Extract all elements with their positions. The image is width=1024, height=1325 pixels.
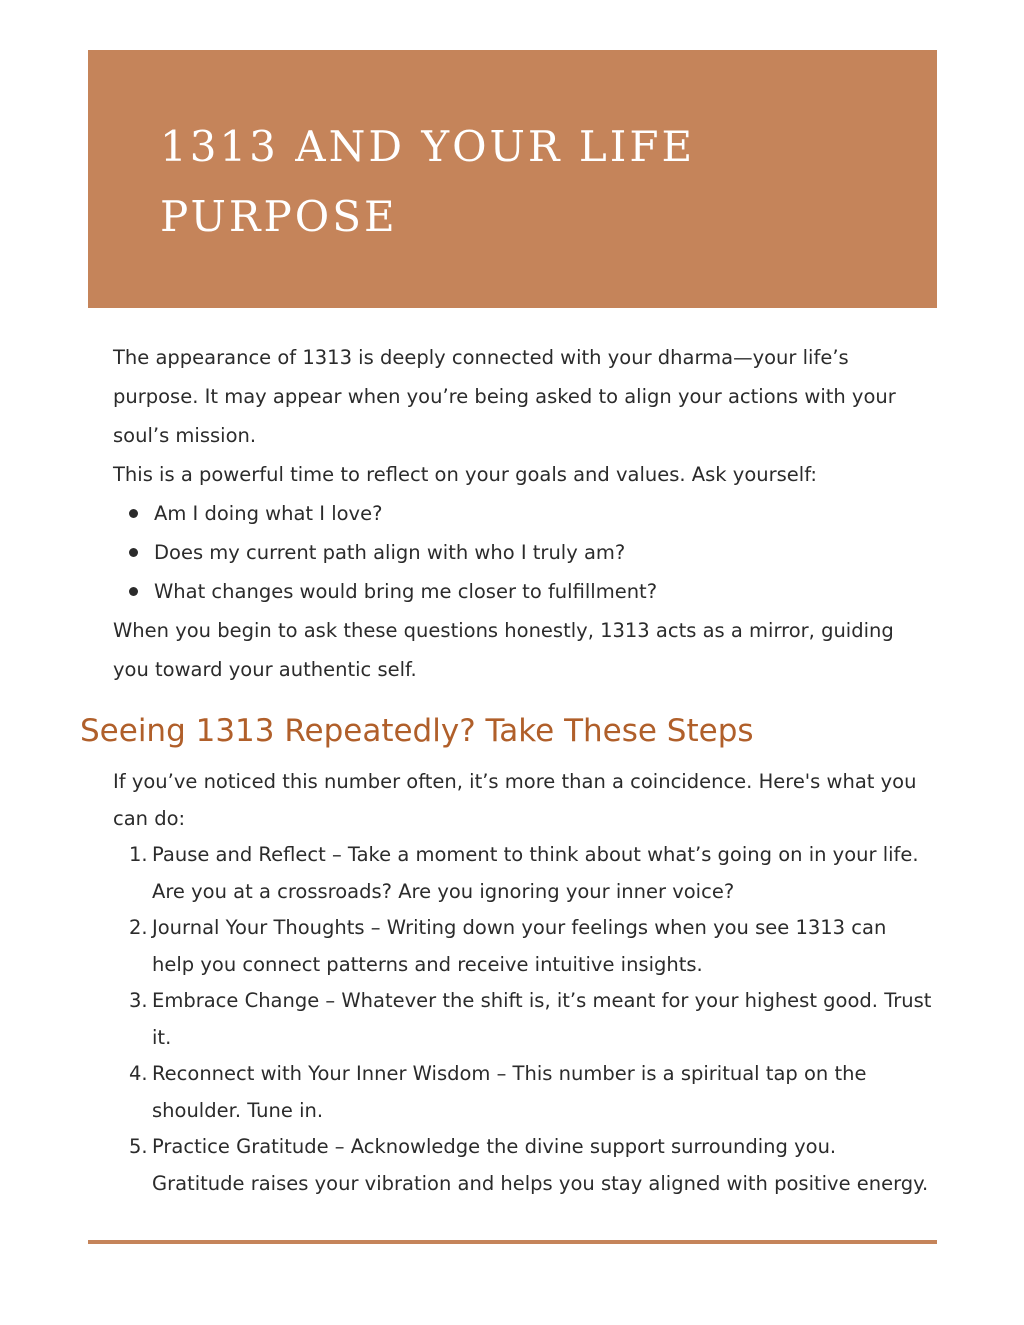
step-number: 4. (129, 1062, 148, 1085)
steps-section (113, 764, 933, 1202)
list-item (113, 910, 933, 983)
title-banner (88, 50, 937, 308)
steps-heading: Seeing 1313 Repeatedly? Take These Steps (80, 713, 754, 749)
list-item (113, 494, 933, 533)
step-number: 1. (129, 843, 148, 866)
list-item (113, 572, 933, 611)
question-text: Does my current path align with who I truly am? (154, 541, 626, 564)
bullet-icon (129, 509, 138, 518)
list-item (113, 1129, 933, 1202)
bullet-icon (129, 587, 138, 596)
list-item (113, 983, 933, 1056)
page-title-line-1: 1313 AND YOUR LIFE (160, 122, 696, 171)
intro-section (113, 338, 933, 689)
bullet-icon (129, 548, 138, 557)
list-item (113, 533, 933, 572)
page-title (160, 112, 840, 252)
step-number: 3. (129, 989, 148, 1012)
question-text: What changes would bring me closer to fulfillment? (154, 580, 658, 603)
intro-paragraph-3: When you begin to ask these questions honestly, 1313 acts as a mirror, guiding you toward your authentic self. (113, 619, 894, 681)
step-text: Pause and Reflect – Take a moment to think about what’s going on in your life. Are you at a crossroads? Are you ignoring your inner voice? (152, 843, 919, 903)
step-text: Reconnect with Your Inner Wisdom – This number is a spiritual tap on the shoulder. Tune in. (152, 1062, 867, 1122)
intro-paragraph-2: This is a powerful time to reflect on your goals and values. Ask yourself: (113, 463, 817, 486)
step-number: 5. (129, 1135, 148, 1158)
bottom-divider (88, 1240, 937, 1244)
steps-intro: If you’ve noticed this number often, it’s more than a coincidence. Here's what you can do: (113, 770, 917, 830)
step-number: 2. (129, 916, 148, 939)
question-text: Am I doing what I love? (154, 502, 383, 525)
steps-list (113, 837, 933, 1202)
intro-paragraph-1: The appearance of 1313 is deeply connected with your dharma—your life’s purpose. It may appear when you’re being asked to align your actions with your soul’s mission. (113, 346, 896, 447)
step-text: Practice Gratitude – Acknowledge the divine support surrounding you. Gratitude raises your vibration and helps you stay aligned with positive energy. (152, 1135, 929, 1195)
step-text: Embrace Change – Whatever the shift is, it’s meant for your highest good. Trust it. (152, 989, 932, 1049)
list-item (113, 1056, 933, 1129)
step-text: Journal Your Thoughts – Writing down your feelings when you see 1313 can help you connect patterns and receive intuitive insights. (152, 916, 887, 976)
question-list (113, 494, 933, 611)
list-item (113, 837, 933, 910)
page-title-line-2: PURPOSE (160, 192, 398, 241)
